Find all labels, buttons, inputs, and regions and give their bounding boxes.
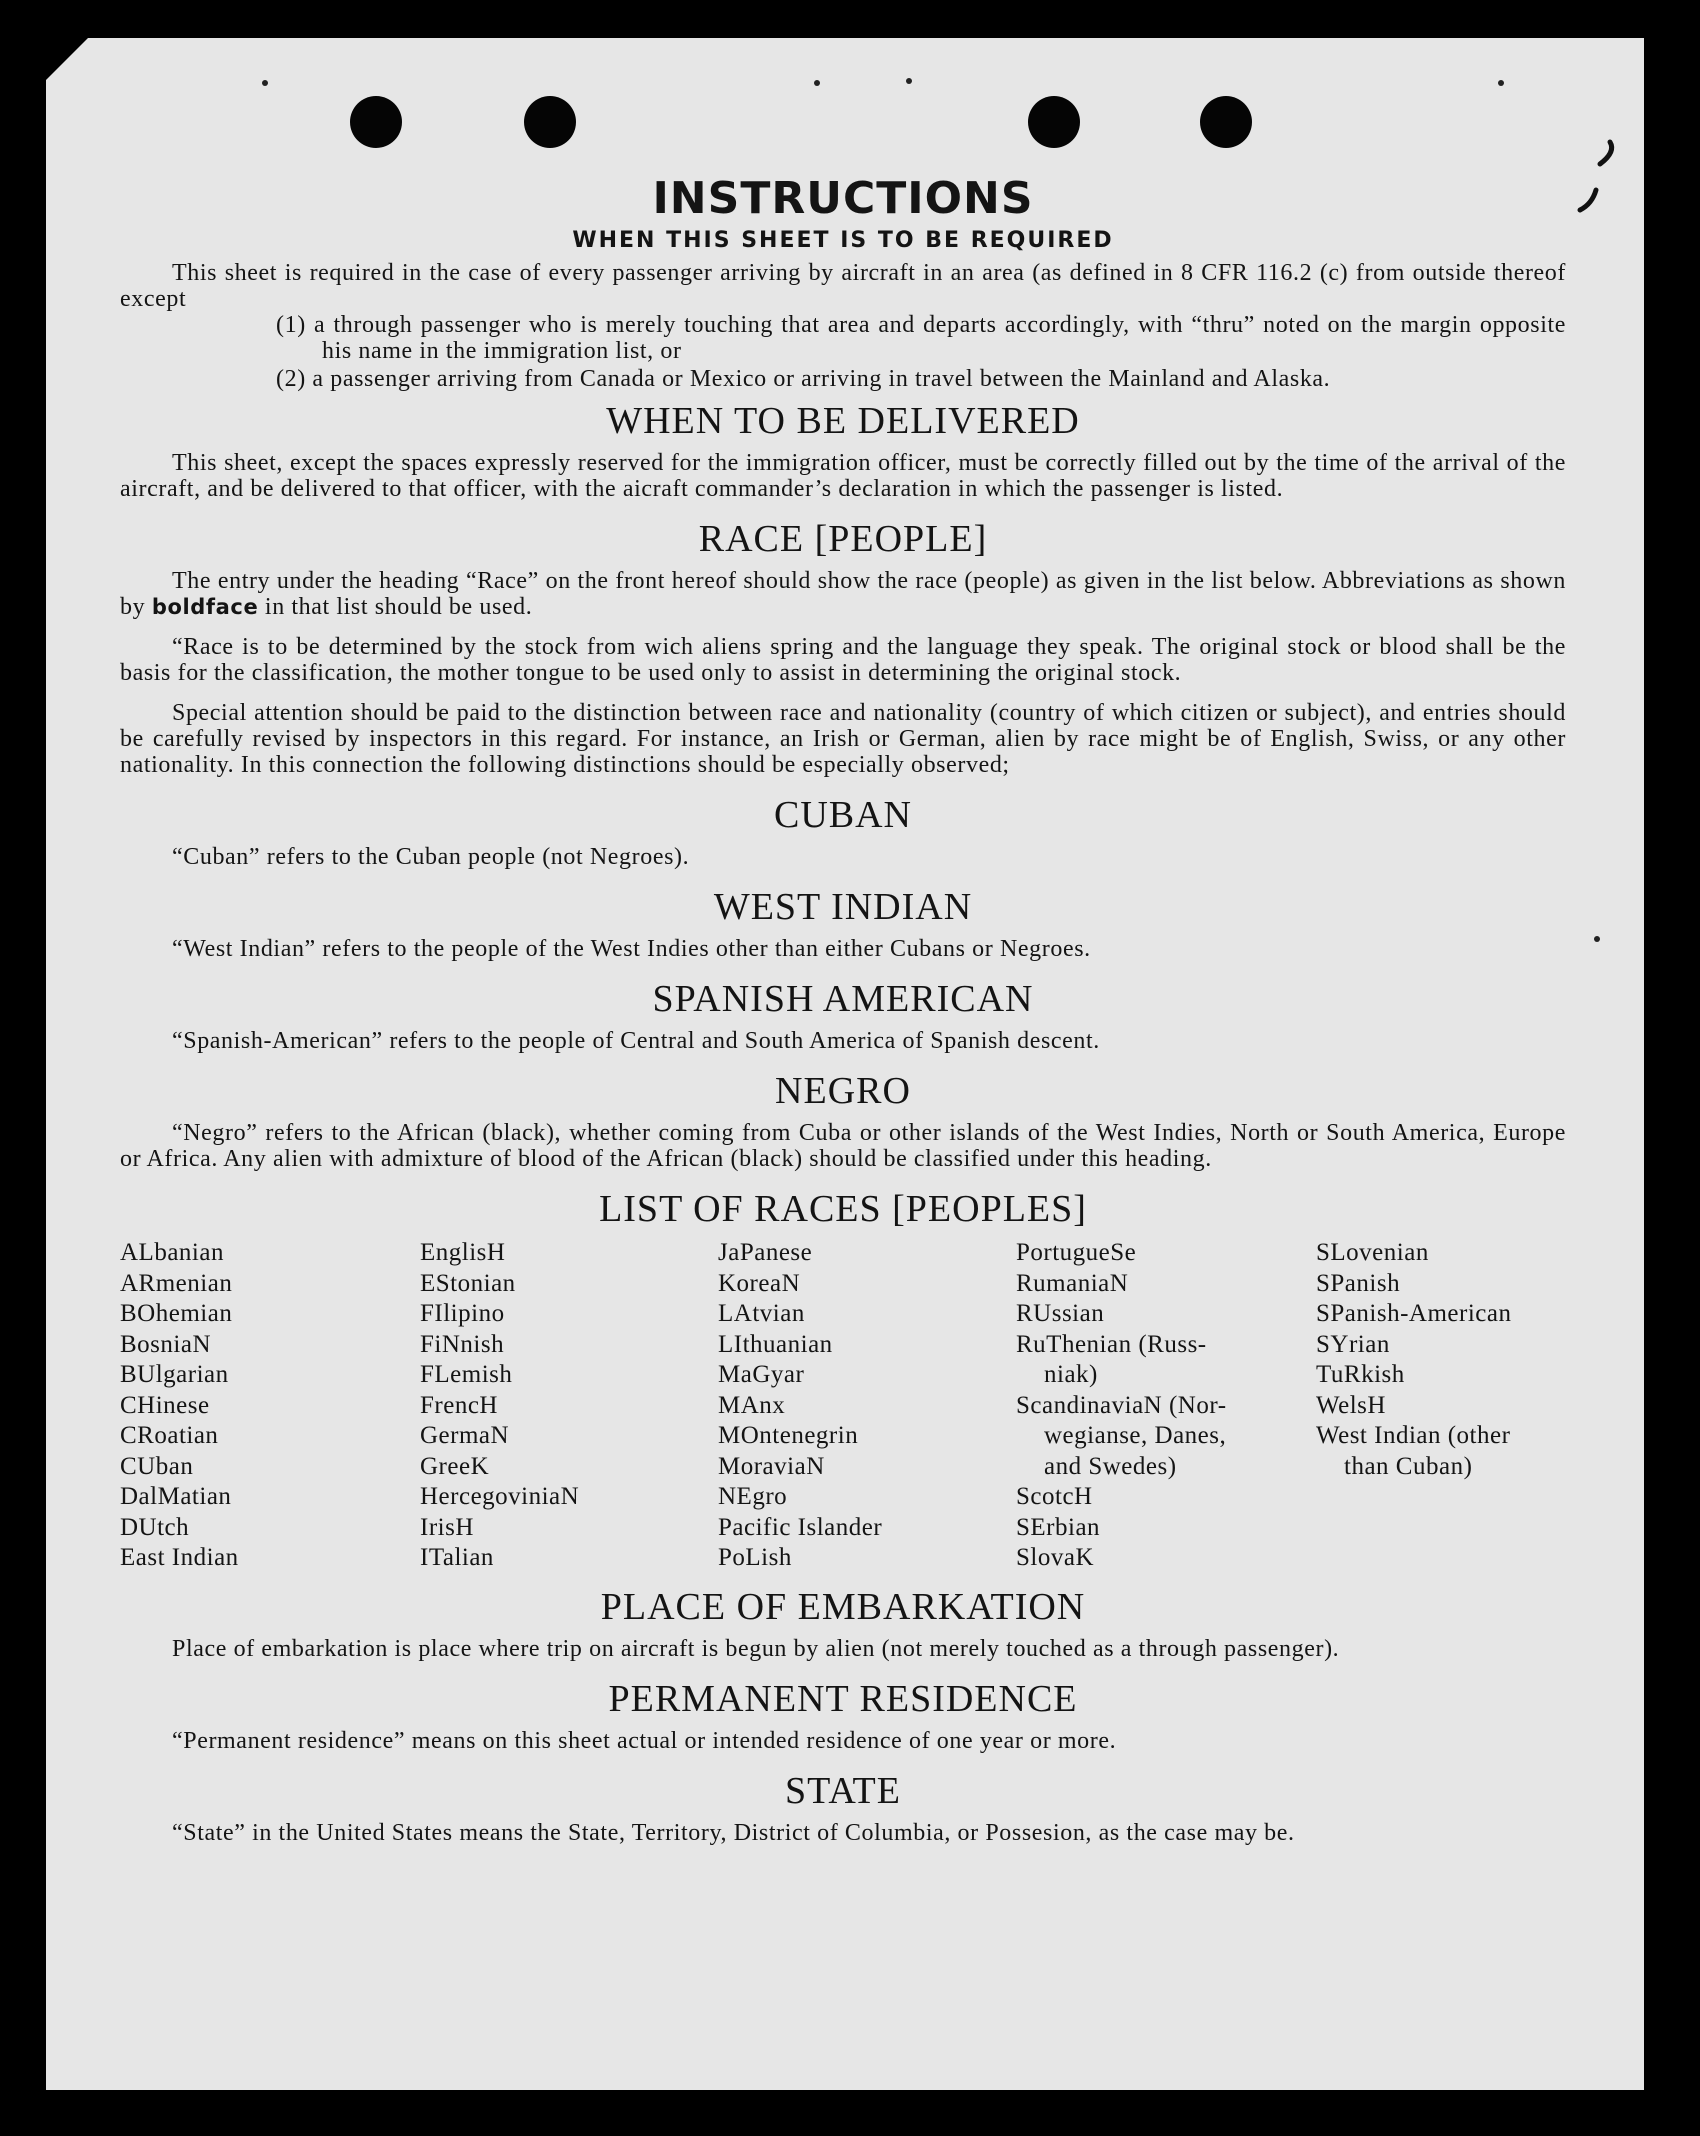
west-indian-text: “West Indian” refers to the people of the West Indies other than either Cubans or Negroes. <box>172 936 1091 962</box>
race-entry-continued: than Cuban) <box>1344 1452 1473 1480</box>
race-entry: FIlipino <box>420 1300 505 1327</box>
instructions-content <box>120 160 1566 1860</box>
race-entry: ARmenian <box>120 1269 233 1297</box>
race-entry: CHinese <box>120 1391 210 1419</box>
section-heading-cuban: CUBAN <box>773 794 913 836</box>
race-entry: LIthuanian <box>718 1330 833 1358</box>
race-entry: ALbanian <box>120 1239 224 1266</box>
race-entry: East Indian <box>120 1544 239 1571</box>
dust-speck <box>262 80 268 86</box>
race-entry: IrisH <box>420 1513 474 1541</box>
section-heading-spanish-american: SPANISH AMERICAN <box>652 978 1034 1020</box>
punch-hole <box>1028 96 1080 148</box>
race-entry: DUtch <box>120 1513 190 1541</box>
pen-mark <box>1570 104 1630 224</box>
race-entry: CRoatian <box>120 1422 219 1449</box>
race-entry: PortugueSe <box>1016 1239 1137 1266</box>
section-heading-west-indian: WEST INDIAN <box>713 886 973 928</box>
spanish-american-text: “Spanish-American” refers to the people of Central and South America of Spanish descent. <box>172 1028 1100 1054</box>
race-entry: FrencH <box>420 1391 498 1419</box>
section-heading-negro: NEGRO <box>775 1070 911 1112</box>
cuban-text: “Cuban” refers to the Cuban people (not Negroes). <box>172 844 690 870</box>
race-entry: TuRkish <box>1316 1361 1405 1388</box>
punch-hole <box>350 96 402 148</box>
race-entry: EnglisH <box>420 1239 506 1266</box>
races-column <box>120 1238 420 1574</box>
race-entry: BUlgarian <box>120 1361 229 1388</box>
exception-item <box>120 312 1566 364</box>
races-column <box>1016 1238 1316 1574</box>
race-entry: MaGyar <box>718 1361 805 1388</box>
page-title: INSTRUCTIONS <box>652 173 1034 224</box>
race-entry: PoLish <box>718 1544 792 1571</box>
required-intro: This sheet is required in the case of every passenger arriving by aircraft in an area (as defined in 8 CFR 116.2 (c) from outside thereof except <box>120 260 1566 312</box>
races-column <box>1316 1238 1576 1574</box>
race-entry: EStonian <box>420 1269 516 1297</box>
race-entry-continued: wegianse, Danes, <box>1044 1422 1227 1449</box>
race-entry: BOhemian <box>120 1300 233 1327</box>
race-entry: SYrian <box>1316 1330 1390 1358</box>
races-list <box>120 1238 1566 1574</box>
race-p1-bold: boldface <box>151 595 259 619</box>
section-heading-residence: PERMANENT RESIDENCE <box>608 1677 1078 1720</box>
section-heading-races-list: LIST OF RACES [PEOPLES] <box>599 1188 1087 1230</box>
race-entry: HercegoviniaN <box>420 1483 580 1510</box>
page-subtitle: WHEN THIS SHEET IS TO BE REQUIRED <box>572 228 1114 253</box>
race-p1-b: in that list should be used. <box>264 594 533 620</box>
race-paragraph-2: “Race is to be determined by the stock from wich aliens spring and the language they speak. The original stock or blood shall be the basis for the classification, the mother tongue to be used only to assist in determining the original stock. <box>120 634 1566 686</box>
race-entry: FiNnish <box>420 1330 505 1358</box>
race-entry-continued: and Swedes) <box>1044 1452 1177 1480</box>
race-entry: Pacific Islander <box>718 1513 883 1541</box>
embarkation-text: Place of embarkation is place where trip on aircraft is begun by alien (not merely touched as a through passenger). <box>172 1635 1340 1662</box>
state-text: “State” in the United States means the State, Territory, District of Columbia, or Possesion, as the case may be. <box>172 1819 1295 1846</box>
races-column <box>420 1238 718 1574</box>
race-entry: SlovaK <box>1016 1544 1094 1571</box>
race-entry: RUssian <box>1016 1300 1105 1327</box>
race-paragraph-3: Special attention should be paid to the distinction between race and nationality (country of which citizen or subject), and entries should be carefully revised by inspectors in this regard. For instance, an Irish or German, alien by race might be of English, Swiss, or any other nationality. In this connection the following distinctions should be especially observed; <box>120 700 1566 778</box>
race-entry: LAtvian <box>718 1300 805 1327</box>
item-number: (1) <box>276 312 306 338</box>
race-entry-continued: niak) <box>1044 1361 1098 1388</box>
exception-item <box>120 366 1566 392</box>
dust-speck <box>1498 80 1504 86</box>
races-column <box>718 1238 1016 1574</box>
dust-speck <box>1594 936 1600 942</box>
section-heading-embarkation: PLACE OF EMBARKATION <box>600 1585 1086 1628</box>
race-entry: West Indian (other <box>1316 1422 1511 1449</box>
dust-speck <box>906 78 912 84</box>
race-entry: SLovenian <box>1316 1239 1429 1266</box>
race-entry: WelsH <box>1316 1391 1386 1419</box>
race-entry: CUban <box>120 1452 194 1480</box>
race-entry: JaPanese <box>718 1239 813 1266</box>
race-entry: RumaniaN <box>1016 1269 1129 1297</box>
section-heading-state: STATE <box>785 1769 901 1812</box>
race-entry: DalMatian <box>120 1483 232 1510</box>
negro-text: “Negro” refers to the African (black), whether coming from Cuba or other islands of the West Indies, North or South America, Europe or Africa. Any alien with admixture of blood of the African (black) should be classified under this heading. <box>120 1120 1566 1172</box>
race-entry: ScotcH <box>1016 1483 1093 1510</box>
race-entry: ScandinaviaN (Nor- <box>1016 1391 1227 1419</box>
race-entry: KoreaN <box>718 1269 801 1297</box>
race-entry: GreeK <box>420 1452 490 1480</box>
race-paragraph-1 <box>120 568 1566 620</box>
race-entry: MAnx <box>718 1391 786 1419</box>
race-entry: SPanish-American <box>1316 1300 1512 1327</box>
race-entry: ITalian <box>420 1544 494 1571</box>
race-entry: GermaN <box>420 1422 510 1449</box>
race-entry: BosniaN <box>120 1330 211 1358</box>
item-number: (2) <box>276 366 306 392</box>
item-text: a through passenger who is merely touching that area and departs accordingly, with “thru” noted on the margin opposite his name in the immigration list, or <box>314 312 1566 364</box>
race-entry: FLemish <box>420 1361 513 1388</box>
race-entry: MOntenegrin <box>718 1422 859 1449</box>
race-entry: NEgro <box>718 1483 788 1510</box>
race-entry: SErbian <box>1016 1513 1101 1541</box>
race-p1-a: The entry under the heading “Race” on the front hereof should show the race (people) as given in the list below. Abbreviations as shown by <box>120 568 1566 620</box>
race-entry: RuThenian (Russ- <box>1016 1330 1207 1358</box>
item-text: a passenger arriving from Canada or Mexico or arriving in travel between the Mainland and Alaska. <box>312 366 1331 392</box>
dust-speck <box>814 80 820 86</box>
section-heading-delivered: WHEN TO BE DELIVERED <box>606 400 1080 442</box>
residence-text: “Permanent residence” means on this sheet actual or intended residence of one year or more. <box>172 1727 1117 1754</box>
race-entry: SPanish <box>1316 1269 1401 1297</box>
punch-hole <box>524 96 576 148</box>
section-heading-race: RACE [PEOPLE] <box>698 518 988 560</box>
punch-hole <box>1200 96 1252 148</box>
delivered-text: This sheet, except the spaces expressly reserved for the immigration officer, must be correctly filled out by the time of the arrival of the aircraft, and be delivered to that officer, with the aicraft commander’s declaration in which the passenger is listed. <box>120 450 1566 502</box>
race-entry: MoraviaN <box>718 1452 825 1480</box>
